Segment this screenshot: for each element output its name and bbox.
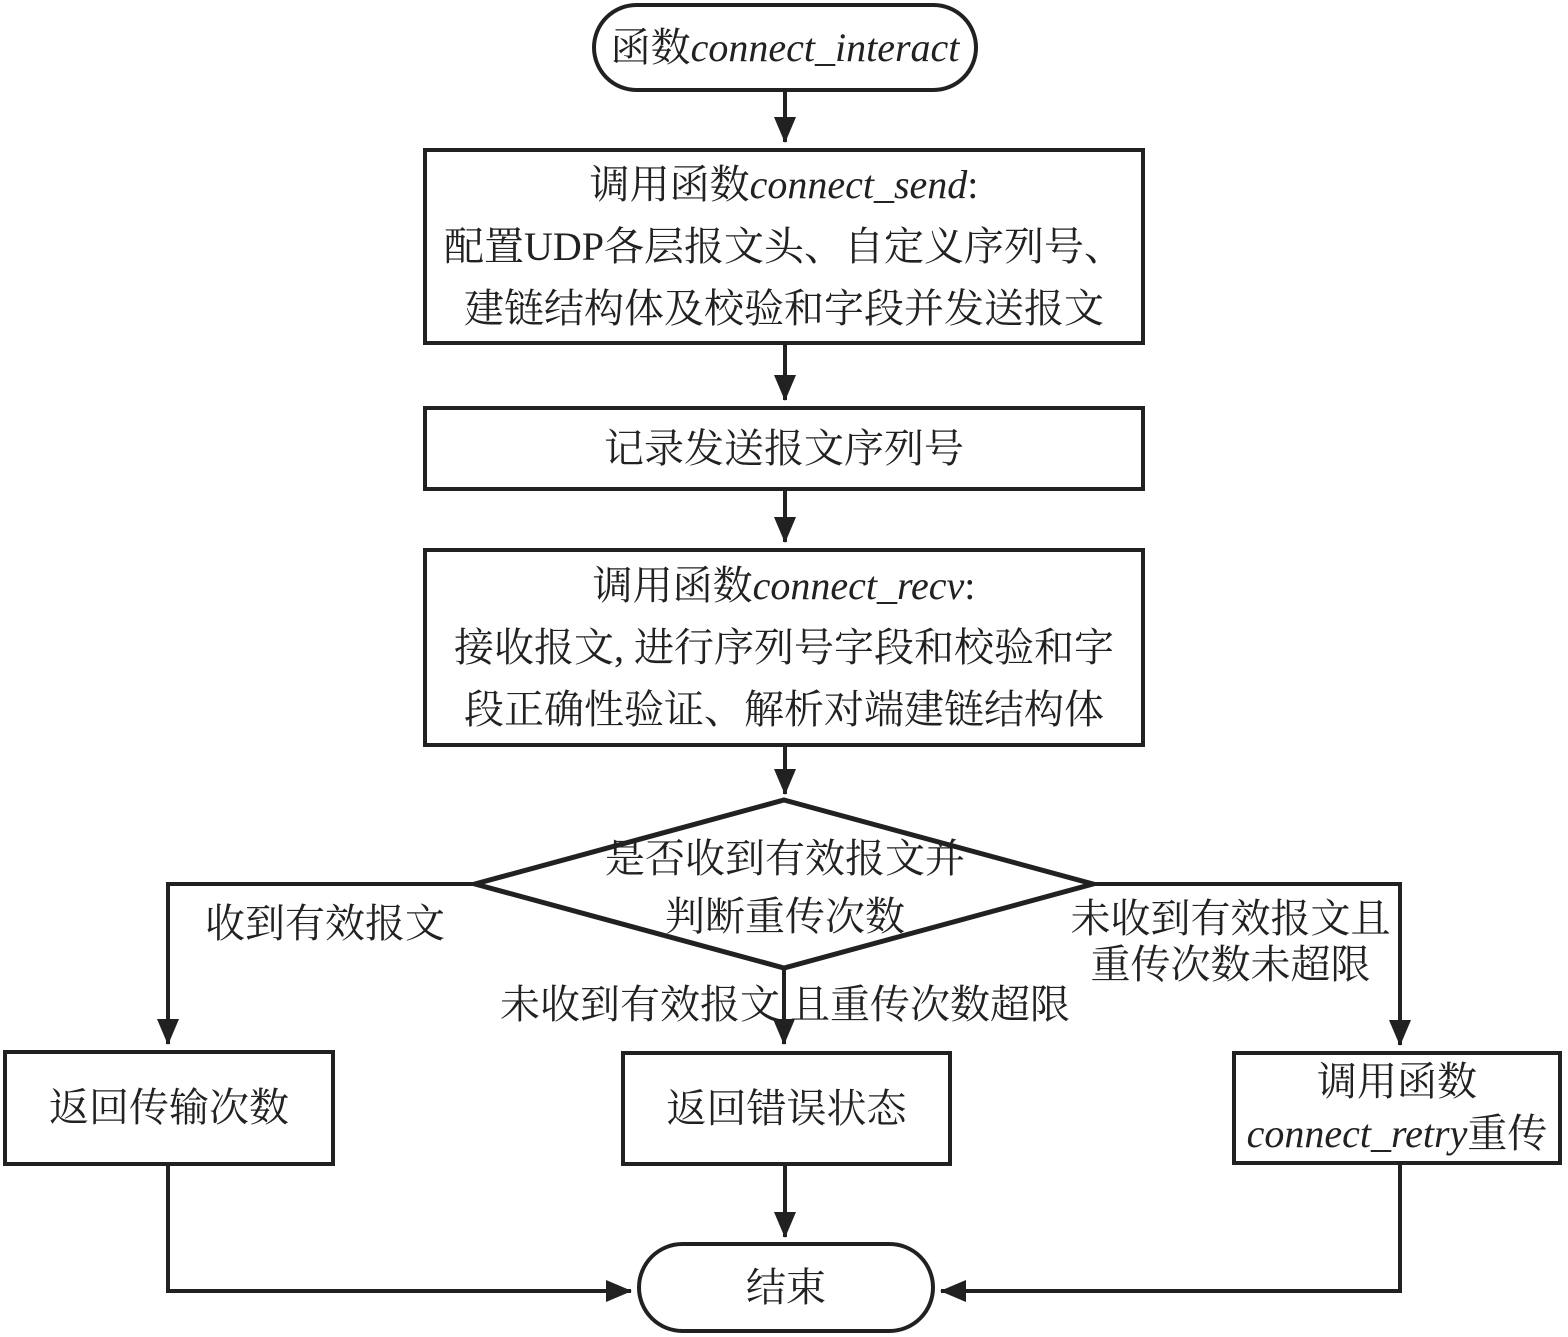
return-count-label: 返回传输次数	[49, 1085, 289, 1130]
connector-count-to-end	[168, 1166, 631, 1291]
retry-line1: 调用函数	[1317, 1059, 1477, 1104]
branch-label-within-limit-line1: 未收到有效报文且	[1070, 896, 1391, 941]
record-process-node	[423, 406, 1145, 491]
start-prefix: 函数	[610, 24, 691, 70]
branch-label-valid: 收到有效报文	[205, 901, 445, 946]
decision-line1: 是否收到有效报文并	[605, 836, 965, 881]
decision-line2: 判断重传次数	[665, 894, 905, 939]
end-node	[637, 1242, 935, 1333]
connector-retry-to-end	[941, 1165, 1400, 1291]
retry-line2-suffix: 重传	[1467, 1111, 1548, 1156]
retry-func-name: connect_retry	[1246, 1111, 1468, 1156]
retry-line2	[1247, 1108, 1548, 1160]
recv-line1	[593, 555, 976, 617]
retry-node	[1232, 1051, 1562, 1165]
recv-line2: 接收报文, 进行序列号字段和校验和字	[454, 624, 1114, 670]
recv-process-node	[423, 548, 1145, 747]
send-func-name: connect_send	[749, 161, 968, 207]
start-node	[592, 3, 978, 92]
return-count-node	[3, 1050, 335, 1166]
recv-line3: 段正确性验证、解析对端建链结构体	[464, 686, 1104, 732]
send-line3: 建链结构体及校验和字段并发送报文	[464, 285, 1104, 331]
return-error-node	[621, 1051, 952, 1166]
recv-line1-prefix: 调用函数	[592, 562, 753, 608]
send-line1-suffix: :	[967, 161, 979, 207]
end-node-label: 结束	[746, 1264, 826, 1310]
send-line1-prefix: 调用函数	[589, 161, 750, 207]
send-process-node	[423, 148, 1145, 345]
record-label: 记录发送报文序列号	[604, 425, 964, 471]
branch-label-over-limit: 未收到有效报文 且重传次数超限	[500, 982, 1070, 1027]
return-error-label: 返回错误状态	[666, 1085, 907, 1131]
start-func-name: connect_interact	[690, 24, 960, 70]
recv-func-name: connect_recv	[752, 562, 965, 608]
start-node-label	[611, 17, 960, 79]
send-line2: 配置UDP各层报文头、自定义序列号、	[443, 223, 1125, 269]
decision-node-text	[472, 830, 1098, 946]
send-line1	[590, 154, 979, 216]
branch-label-within-limit	[1058, 896, 1403, 988]
branch-label-within-limit-line2: 重传次数未超限	[1090, 942, 1371, 987]
recv-line1-suffix: :	[964, 562, 976, 608]
